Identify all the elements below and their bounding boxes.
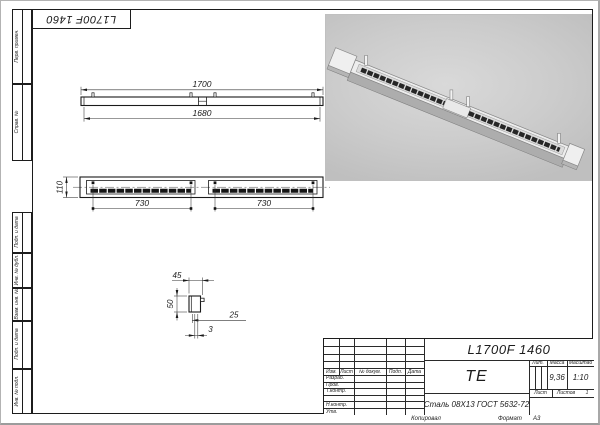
format-label: Формат [498, 415, 522, 422]
line [324, 361, 424, 362]
sheets-value: 1 [585, 390, 589, 396]
col-izm: Изм. [326, 368, 337, 375]
line [535, 366, 536, 389]
line [386, 339, 387, 415]
row-empty [324, 395, 356, 402]
title-block [323, 338, 593, 414]
dim-sec-height: 50 [166, 299, 175, 309]
dim-sec-width: 45 [172, 271, 182, 280]
sheet-label: Лист [534, 390, 547, 396]
dim-sec-tab: 25 [229, 310, 239, 320]
row-prov: Пров. [326, 381, 340, 388]
section-view [166, 271, 246, 339]
dim-plan-left: 730 [134, 197, 150, 208]
line [529, 397, 594, 398]
margin-label: Подп. и дата [14, 215, 20, 248]
row-razrab: Разраб. [326, 375, 345, 382]
material: Сталь 08Х13 ГОСТ 5632-72 [424, 399, 529, 409]
scale-value: 1:10 [572, 373, 589, 382]
plan-view [56, 177, 331, 212]
margin-label: Инв. № подл. [14, 374, 20, 407]
line [324, 354, 424, 355]
dim-sec-thk: 3 [208, 325, 213, 334]
line [324, 346, 424, 347]
margin-label: Подп. и дата [14, 328, 20, 360]
mass-value: 9,36 [549, 373, 565, 382]
copied-label: Копировал [411, 415, 441, 422]
col-podp: Подп. [388, 368, 403, 375]
front-view [81, 79, 323, 121]
designation: L1700F 1460 [467, 342, 551, 357]
line [529, 360, 530, 415]
margin-label: Инв. № дубл. [14, 254, 20, 285]
margin-label: Справ. № [14, 110, 20, 133]
row-nkontr: Н.контр. [326, 401, 348, 408]
dim-front-inner: 1680 [192, 108, 212, 119]
part-name: ТЕ [465, 367, 488, 385]
row-tkontr: Т.контр. [326, 388, 347, 395]
rotated-designation-text: L1700F 1460 [46, 13, 117, 25]
row-utv: Утв. [326, 408, 338, 415]
dim-plan-right: 730 [256, 197, 272, 208]
col-list: Лист [340, 368, 353, 375]
sheets-label: Листов [556, 390, 576, 396]
line [541, 366, 542, 389]
col-dokum: № докум. [358, 368, 382, 375]
margin-label: Перв. примен. [14, 28, 20, 63]
dim-front-overall: 1700 [192, 79, 212, 90]
lit-label: Лит. [532, 360, 544, 366]
format-value: А3 [533, 415, 541, 422]
line [405, 339, 406, 415]
scale-label: Масштаб [568, 360, 593, 366]
dim-plan-height: 110 [55, 180, 65, 194]
margin-label: Взам. инв. № [14, 288, 20, 319]
mass-label: Масса [549, 360, 565, 366]
col-data: Дата [407, 368, 422, 375]
